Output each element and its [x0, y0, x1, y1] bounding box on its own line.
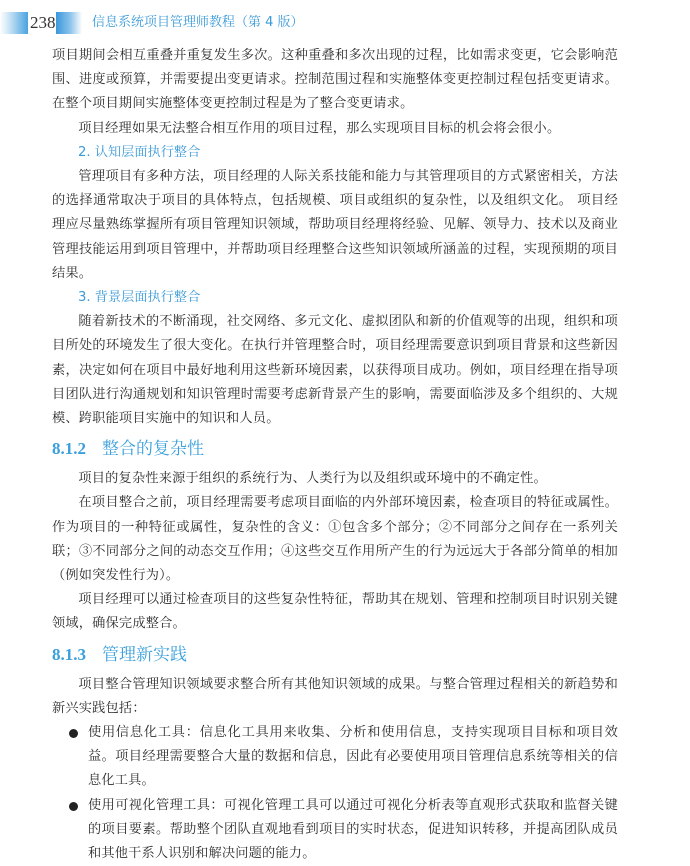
- list-item-text: 使用信息化工具：信息化工具用来收集、分析和使用信息，支持实现项目目标和项目效益。项目经理需要整合大量的数据和信息，因此有必要使用项目管理信息系统等相关的信息化工具。: [88, 725, 618, 789]
- bullet-dot-icon: [69, 802, 78, 811]
- subheading-cognitive-integration: 2. 认知层面执行整合: [78, 144, 201, 160]
- page-body: [52, 44, 618, 866]
- paragraph: 项目经理可以通过检查项目的这些复杂性特征，帮助其在规划、管理和控制项目时识别关键领域，确保完成整合。: [52, 592, 618, 632]
- paragraph: 管理项目有多种方法，项目经理的人际关系技能和能力与其管理项目的方式紧密相关，方法的选择通常取决于项目的具体特点，包括规模、项目或组织的复杂性，以及组织文化。 项目经理应尽量熟练掌握所有项目管理知识领域，帮助项目经理将经验、见解、领导力、技术以及商业管理技能运用到项目管理中，并帮助项目经理整合这些知识领域所涵盖的过程，实现预期的项目结果。: [52, 169, 618, 281]
- list-item-text: 使用可视化管理工具：可视化管理工具可以通过可视化分析表等直观形式获取和监督关键的项目要素。帮助整个团队直观地看到项目的实时状态，促进知识转移，并提高团队成员和其他干系人识别和解决问题的能力。: [88, 797, 618, 862]
- page-number: 238: [30, 13, 56, 32]
- section-title: 管理新实践: [102, 644, 187, 665]
- section-title: 整合的复杂性: [102, 439, 204, 460]
- subheading-context-integration: 3. 背景层面执行整合: [78, 290, 201, 306]
- section-heading-8-1-2: [52, 437, 618, 461]
- page-header: [0, 10, 690, 36]
- section-number: 8.1.2: [52, 439, 86, 459]
- paragraph: 项目的复杂性来源于组织的系统行为、人类行为以及组织或环境中的不确定性。: [78, 471, 547, 487]
- paragraph: 项目经理如果无法整合相互作用的项目过程，那么实现项目目标的机会将会很小。: [78, 120, 561, 136]
- header-decor-bar-right: [56, 12, 82, 34]
- bullet-list: [52, 721, 618, 866]
- bullet-dot-icon: [69, 729, 78, 738]
- list-item: [52, 794, 618, 866]
- paragraph: 项目期间会相互重叠并重复发生多次。这种重叠和多次出现的过程，比如需求变更，它会影响范围、进度或预算，并需要提出变更请求。控制范围过程和实施整体变更控制过程包括变更请求。在整个项目期间实施整体变更控制过程是为了整合变更请求。: [52, 48, 618, 112]
- paragraph: 项目整合管理知识领域要求整合所有其他知识领域的成果。与整合管理过程相关的新趋势和新兴实践包括：: [52, 676, 618, 716]
- section-number: 8.1.3: [52, 644, 86, 664]
- section-heading-8-1-3: [52, 643, 618, 667]
- paragraph: 随着新技术的不断涌现，社交网络、多元文化、虚拟团队和新的价值观等的出现，组织和项目所处的环境发生了很大变化。在执行并管理整合时，项目经理需要意识到项目背景和这些新因素，决定如何在项目中最好地利用这些新环境因素，以获得项目成功。例如，项目经理在指导项目团队进行沟通规划和知识管理时需要考虑新背景产生的影响，需要面临涉及多个组织的、大规模、跨职能项目实施中的知识和人员。: [52, 314, 618, 427]
- header-decor-bar-left: [0, 12, 28, 34]
- list-item: [52, 721, 618, 794]
- paragraph: 在项目整合之前，项目经理需要考虑项目面临的内外部环境因素，检查项目的特征或属性。作为项目的一种特征或属性，复杂性的含义：①包含多个部分；②不同部分之间存在一系列关联；③不同部分之间的动态交互作用；④这些交互作用所产生的行为远远大于各部分简单的相加（例如突发性行为）。: [52, 495, 618, 584]
- book-title: 信息系统项目管理师教程（第 4 版）: [92, 15, 304, 30]
